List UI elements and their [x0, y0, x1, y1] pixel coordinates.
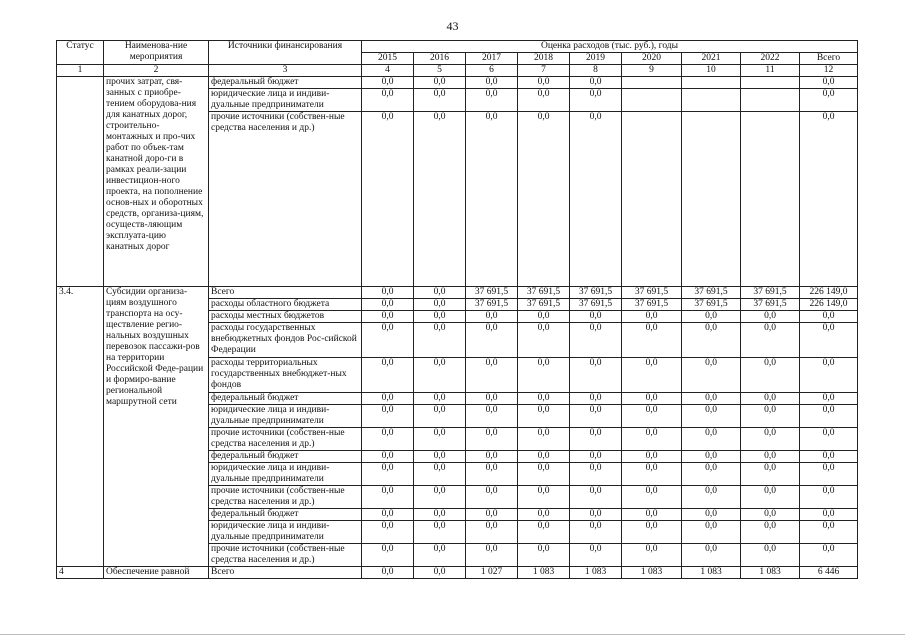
- year-value: 0,0: [570, 521, 622, 544]
- table-row: [57, 287, 858, 299]
- year-value: 0,0: [518, 112, 570, 287]
- year-value: 0,0: [741, 323, 800, 358]
- column-number-row: [57, 65, 858, 77]
- header-row: [57, 41, 858, 53]
- year-value: 0,0: [362, 287, 414, 299]
- year-value: 0,0: [466, 509, 518, 521]
- header-year: 2018: [518, 53, 570, 65]
- year-value: 0,0: [466, 463, 518, 486]
- total-value: 0,0: [800, 112, 858, 287]
- total-value: 0,0: [800, 323, 858, 358]
- year-value: 0,0: [570, 393, 622, 405]
- year-value: 37 691,5: [570, 287, 622, 299]
- year-value: 0,0: [414, 463, 466, 486]
- year-value: 0,0: [414, 89, 466, 112]
- total-value: 0,0: [800, 311, 858, 323]
- year-value: 37 691,5: [466, 287, 518, 299]
- year-value: 0,0: [570, 358, 622, 393]
- total-value: 6 446: [800, 567, 858, 579]
- year-value: 1 083: [518, 567, 570, 579]
- year-value: 0,0: [518, 77, 570, 89]
- funding-source: юридические лица и индиви-дуальные предприниматели: [209, 89, 362, 112]
- year-value: 0,0: [414, 112, 466, 287]
- year-value: 0,0: [362, 451, 414, 463]
- year-value: 0,0: [622, 358, 682, 393]
- funding-source: расходы местных бюджетов: [209, 311, 362, 323]
- year-value: 37 691,5: [622, 299, 682, 311]
- year-value: 0,0: [414, 567, 466, 579]
- year-value: 0,0: [622, 463, 682, 486]
- year-value: 0,0: [518, 428, 570, 451]
- year-value: 0,0: [414, 451, 466, 463]
- year-value: 0,0: [362, 521, 414, 544]
- year-value: 0,0: [466, 89, 518, 112]
- measure-description: прочих затрат, свя-занных с приобре-тением оборудова-ния для канатных дорог, строительно-монтажных и про-чих работ по объек-там канатной доро-ги в рамках реали-зации инвестицион-ного проекта, на пополнение основ-ных и оборотных средств, организа-циям, осуществ-ляющим эксплуата-цию канатных дорог: [104, 77, 209, 287]
- year-value: 0,0: [466, 112, 518, 287]
- expenditure-table: [56, 40, 858, 579]
- year-value: 0,0: [570, 77, 622, 89]
- year-value: 0,0: [414, 521, 466, 544]
- year-value: 0,0: [466, 323, 518, 358]
- year-value: 0,0: [570, 451, 622, 463]
- column-number: 3: [209, 65, 362, 77]
- header-year: 2015: [362, 53, 414, 65]
- year-value: 0,0: [362, 405, 414, 428]
- funding-source: Всего: [209, 287, 362, 299]
- header-year: 2022: [741, 53, 800, 65]
- year-value: 0,0: [518, 323, 570, 358]
- column-number: 4: [362, 65, 414, 77]
- funding-source: прочие источники (собствен-ные средства населения и др.): [209, 486, 362, 509]
- year-value: 0,0: [362, 393, 414, 405]
- year-value: 0,0: [518, 393, 570, 405]
- year-value: 0,0: [414, 77, 466, 89]
- funding-source: федеральный бюджет: [209, 393, 362, 405]
- year-value: 37 691,5: [622, 287, 682, 299]
- measure-description: Субсидии организа-циям воздушного транспорта на осу-ществление регио-нальных воздушных перевозок пассажи-ров на территории Российской Феде-рации и формиро-вание региональной маршрутной сети: [104, 287, 209, 567]
- status-cell: 4: [57, 567, 104, 579]
- year-value: 0,0: [622, 451, 682, 463]
- year-value: 0,0: [518, 486, 570, 509]
- year-value: 0,0: [414, 393, 466, 405]
- column-number: 5: [414, 65, 466, 77]
- year-value: [682, 77, 741, 89]
- year-value: 0,0: [414, 287, 466, 299]
- year-value: 0,0: [518, 89, 570, 112]
- total-value: 226 149,0: [800, 287, 858, 299]
- year-value: 0,0: [362, 112, 414, 287]
- year-value: 1 083: [622, 567, 682, 579]
- total-value: 0,0: [800, 521, 858, 544]
- funding-source: прочие источники (собствен-ные средства населения и др.): [209, 112, 362, 287]
- year-value: 0,0: [682, 521, 741, 544]
- year-value: 0,0: [362, 463, 414, 486]
- year-value: 0,0: [622, 405, 682, 428]
- column-number: 2: [104, 65, 209, 77]
- header-sources: Источники финансирования: [209, 41, 362, 65]
- funding-source: расходы областного бюджета: [209, 299, 362, 311]
- header-year: 2017: [466, 53, 518, 65]
- total-value: 0,0: [800, 486, 858, 509]
- year-value: 1 083: [741, 567, 800, 579]
- year-value: 0,0: [518, 509, 570, 521]
- year-value: 0,0: [570, 428, 622, 451]
- year-value: 0,0: [466, 451, 518, 463]
- year-value: 0,0: [741, 509, 800, 521]
- year-value: 0,0: [570, 405, 622, 428]
- year-value: 0,0: [682, 405, 741, 428]
- year-value: 0,0: [682, 509, 741, 521]
- year-value: 37 691,5: [682, 287, 741, 299]
- funding-source: расходы территориальных государственных внебюджет-ных фондов: [209, 358, 362, 393]
- year-value: 0,0: [570, 509, 622, 521]
- year-value: 0,0: [570, 544, 622, 567]
- year-value: 0,0: [622, 323, 682, 358]
- year-value: [741, 77, 800, 89]
- year-value: 0,0: [518, 311, 570, 323]
- year-value: 0,0: [466, 428, 518, 451]
- total-value: 0,0: [800, 405, 858, 428]
- year-value: 1 083: [682, 567, 741, 579]
- column-number: 6: [466, 65, 518, 77]
- page-bottom-edge: [0, 634, 905, 635]
- year-value: 37 691,5: [518, 299, 570, 311]
- funding-source: прочие источники (собствен-ные средства населения и др.): [209, 428, 362, 451]
- year-value: 0,0: [362, 567, 414, 579]
- year-value: [741, 112, 800, 287]
- year-value: [622, 89, 682, 112]
- header-estimate: Оценка расходов (тыс. руб.), годы: [362, 41, 858, 53]
- total-value: 0,0: [800, 428, 858, 451]
- column-number: 7: [518, 65, 570, 77]
- year-value: 0,0: [466, 544, 518, 567]
- year-value: 37 691,5: [741, 299, 800, 311]
- status-cell: [57, 77, 104, 287]
- funding-source: Всего: [209, 567, 362, 579]
- total-value: 0,0: [800, 544, 858, 567]
- column-number: 11: [741, 65, 800, 77]
- total-value: 0,0: [800, 451, 858, 463]
- year-value: 0,0: [682, 463, 741, 486]
- year-value: 0,0: [741, 544, 800, 567]
- year-value: 0,0: [622, 509, 682, 521]
- year-value: 0,0: [466, 311, 518, 323]
- year-value: 37 691,5: [741, 287, 800, 299]
- total-value: 0,0: [800, 77, 858, 89]
- year-value: [682, 112, 741, 287]
- year-value: 0,0: [682, 451, 741, 463]
- total-value: 0,0: [800, 393, 858, 405]
- year-value: 0,0: [682, 544, 741, 567]
- header-total: Всего: [800, 53, 858, 65]
- year-value: 0,0: [362, 89, 414, 112]
- year-value: 0,0: [466, 393, 518, 405]
- year-value: [741, 89, 800, 112]
- year-value: 0,0: [622, 311, 682, 323]
- total-value: 226 149,0: [800, 299, 858, 311]
- year-value: 0,0: [622, 521, 682, 544]
- year-value: 0,0: [741, 311, 800, 323]
- year-value: 0,0: [570, 323, 622, 358]
- header-year: 2021: [682, 53, 741, 65]
- year-value: 0,0: [518, 451, 570, 463]
- year-value: 0,0: [362, 299, 414, 311]
- year-value: 37 691,5: [518, 287, 570, 299]
- year-value: [682, 89, 741, 112]
- table-row: [57, 567, 858, 579]
- year-value: 0,0: [682, 311, 741, 323]
- year-value: 0,0: [362, 486, 414, 509]
- year-value: 0,0: [518, 358, 570, 393]
- year-value: 0,0: [414, 428, 466, 451]
- header-year: 2016: [414, 53, 466, 65]
- year-value: 0,0: [362, 428, 414, 451]
- year-value: 0,0: [682, 486, 741, 509]
- funding-source: федеральный бюджет: [209, 451, 362, 463]
- total-value: 0,0: [800, 509, 858, 521]
- funding-source: юридические лица и индиви-дуальные предприниматели: [209, 463, 362, 486]
- year-value: [622, 112, 682, 287]
- year-value: 0,0: [570, 463, 622, 486]
- year-value: 0,0: [414, 544, 466, 567]
- measure-description: Обеспечение равной: [104, 567, 209, 579]
- year-value: 0,0: [362, 544, 414, 567]
- year-value: 0,0: [741, 521, 800, 544]
- funding-source: расходы государственных внебюджетных фондов Рос-сийской Федерации: [209, 323, 362, 358]
- year-value: 0,0: [741, 358, 800, 393]
- year-value: 0,0: [518, 544, 570, 567]
- total-value: 0,0: [800, 463, 858, 486]
- funding-source: юридические лица и индиви-дуальные предприниматели: [209, 405, 362, 428]
- column-number: 12: [800, 65, 858, 77]
- year-value: 0,0: [741, 405, 800, 428]
- year-value: 0,0: [570, 112, 622, 287]
- year-value: 0,0: [466, 521, 518, 544]
- year-value: 1 027: [466, 567, 518, 579]
- total-value: 0,0: [800, 89, 858, 112]
- year-value: 0,0: [570, 89, 622, 112]
- year-value: 0,0: [741, 393, 800, 405]
- header-year: 2019: [570, 53, 622, 65]
- year-value: [622, 77, 682, 89]
- year-value: 0,0: [414, 405, 466, 428]
- year-value: 0,0: [362, 358, 414, 393]
- year-value: 0,0: [682, 358, 741, 393]
- year-value: 0,0: [362, 77, 414, 89]
- page-number: 43: [446, 19, 459, 33]
- year-value: 0,0: [518, 521, 570, 544]
- header-name: Наименова-ние мероприятия: [104, 41, 209, 65]
- year-value: 0,0: [622, 486, 682, 509]
- year-value: 0,0: [622, 544, 682, 567]
- table-row: [57, 77, 858, 89]
- year-value: 0,0: [741, 463, 800, 486]
- column-number: 8: [570, 65, 622, 77]
- funding-source: прочие источники (собствен-ные средства населения и др.): [209, 544, 362, 567]
- column-number: 1: [57, 65, 104, 77]
- year-value: 0,0: [622, 428, 682, 451]
- year-value: 0,0: [414, 311, 466, 323]
- year-value: 0,0: [570, 486, 622, 509]
- year-value: 0,0: [414, 358, 466, 393]
- year-value: 0,0: [466, 486, 518, 509]
- year-value: 0,0: [414, 323, 466, 358]
- year-value: 0,0: [682, 323, 741, 358]
- year-value: 0,0: [414, 486, 466, 509]
- header-status: Статус: [57, 41, 104, 65]
- year-value: 0,0: [570, 311, 622, 323]
- year-value: 0,0: [362, 311, 414, 323]
- year-value: 0,0: [622, 393, 682, 405]
- year-value: 0,0: [414, 509, 466, 521]
- year-value: 37 691,5: [466, 299, 518, 311]
- year-value: 0,0: [362, 323, 414, 358]
- year-value: 0,0: [682, 428, 741, 451]
- funding-source: федеральный бюджет: [209, 77, 362, 89]
- column-number: 9: [622, 65, 682, 77]
- year-value: 1 083: [570, 567, 622, 579]
- year-value: 37 691,5: [570, 299, 622, 311]
- year-value: 0,0: [518, 405, 570, 428]
- year-value: 0,0: [741, 451, 800, 463]
- year-value: 0,0: [414, 299, 466, 311]
- year-value: 0,0: [682, 393, 741, 405]
- year-value: 0,0: [466, 405, 518, 428]
- year-value: 0,0: [741, 428, 800, 451]
- total-value: 0,0: [800, 358, 858, 393]
- status-cell: 3.4.: [57, 287, 104, 567]
- funding-source: юридические лица и индиви-дуальные предприниматели: [209, 521, 362, 544]
- year-value: 0,0: [741, 486, 800, 509]
- year-value: 0,0: [466, 77, 518, 89]
- column-number: 10: [682, 65, 741, 77]
- year-value: 0,0: [362, 509, 414, 521]
- year-value: 0,0: [466, 358, 518, 393]
- year-value: 0,0: [518, 463, 570, 486]
- header-year: 2020: [622, 53, 682, 65]
- year-value: 37 691,5: [682, 299, 741, 311]
- funding-source: федеральный бюджет: [209, 509, 362, 521]
